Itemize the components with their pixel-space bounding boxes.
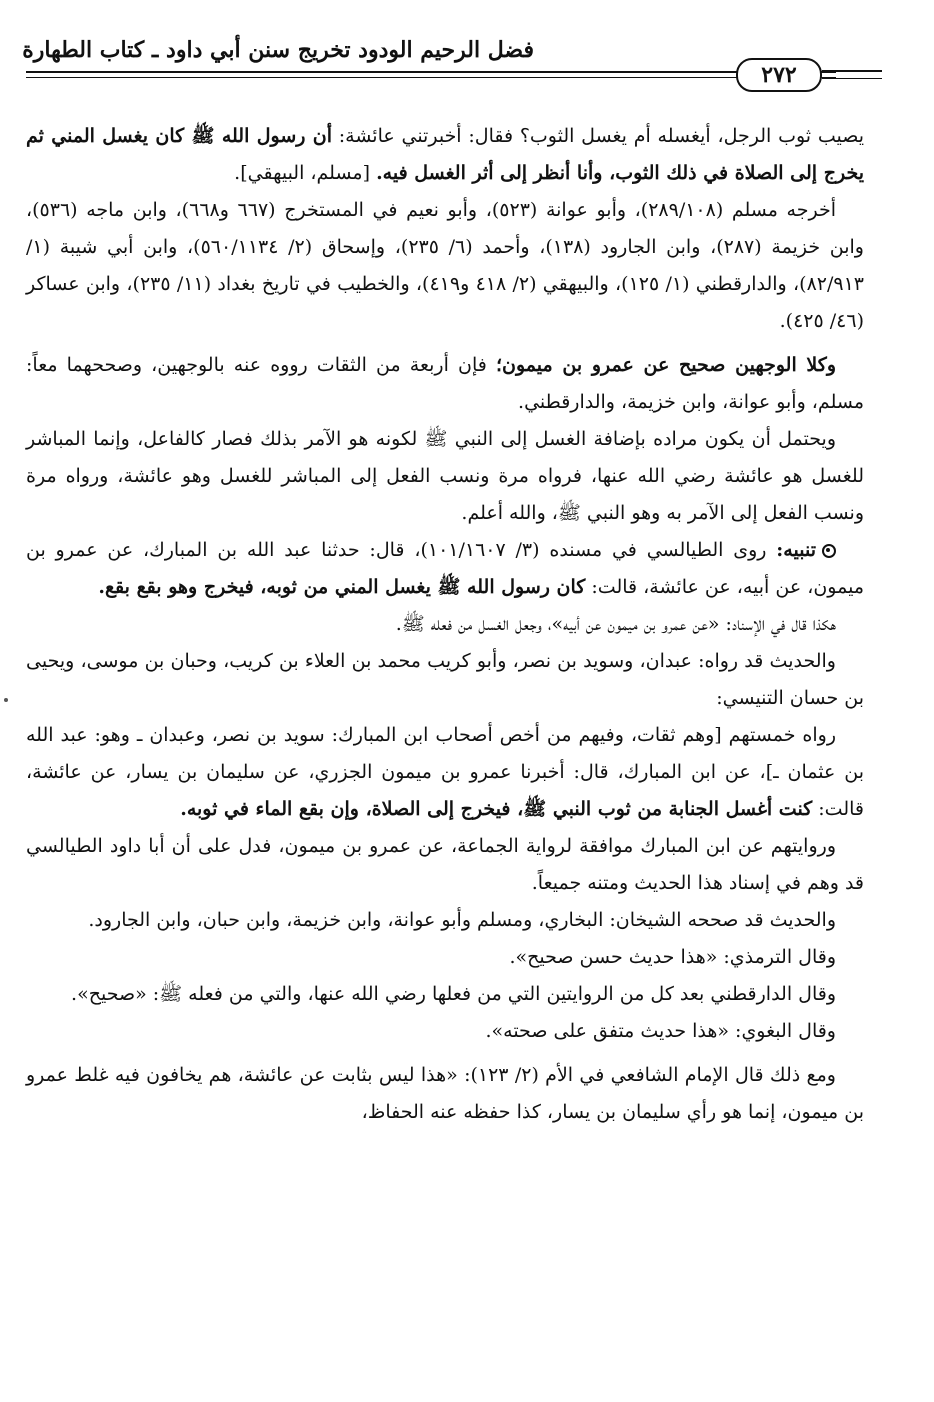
paragraph [26, 643, 864, 717]
paragraph [26, 421, 864, 532]
margin-mark [4, 698, 8, 702]
paragraph [26, 118, 864, 192]
text-segment: وقال الترمذي: «هذا حديث حسن صحيح». [509, 946, 836, 968]
text-segment: [مسلم، البيهقي]. [234, 162, 377, 184]
header-rule-top [26, 71, 836, 73]
paragraph [26, 1013, 864, 1050]
bold-text-segment: كنت أغسل الجنابة من ثوب النبي ﷺ، فيخرج إلى الصلاة، وإن بقع الماء في ثوبه. [180, 798, 813, 820]
paragraph [26, 976, 864, 1013]
paragraph [26, 1057, 864, 1131]
badge-rule-top [822, 70, 882, 72]
paragraph [26, 606, 864, 643]
text-segment: رواه خمستهم [وهم ثقات، وفيهم من أخص أصحاب ابن المبارك: سويد بن نصر، وعبدان ـ وهو: عبد الله بن عثمان ـ]، عن ابن المبارك، قال: أخبرنا عمرو بن ميمون الجزري، عن سليمان بن يسار، عن عائشة، قالت: [26, 724, 864, 820]
text-segment: والحديث قد رواه: عبدان، وسويد بن نصر، وأبو كريب محمد بن العلاء بن كريب، وحبان بن موسى، ويحيى بن حسان التنيسي: [26, 650, 864, 709]
bold-text-segment: كان رسول الله ﷺ يغسل المني من ثوبه، فيخرج وهو بقع بقع. [98, 576, 586, 598]
text-segment: أخرجه مسلم (٢٨٩/١٠٨)، وأبو عوانة (٥٢٣)، وأبو نعيم في المستخرج (٦٦٧ و٦٦٨)، وابن ماجه (٥٣٦)، وابن خزيمة (٢٨٧)، وابن الجارود (١٣٨)، وأحمد (٦/ ٢٣٥)، وإسحاق (٢/ ٥٦٠/١١٣٤)، وابن أبي شيبة (١/ ٨٢/٩١٣)، والدارقطني (١/ ١٢٥)، والبيهقي (٢/ ٤١٨ و٤١٩)، والخطيب في تاريخ بغداد (١١/ ٢٣٥)، وابن عساكر (٤٦/ ٤٢٥). [26, 199, 864, 332]
paragraph [26, 717, 864, 828]
paragraph [26, 902, 864, 939]
text-segment: وقال الدارقطني بعد كل من الروايتين التي من فعلها رضي الله عنها، والتي من فعله ﷺ: «صحيح». [71, 983, 836, 1005]
text-segment: ومع ذلك قال الإمام الشافعي في الأم (٢/ ١٢٣): «هذا ليس بثابت عن عائشة، هم يخافون فيه غلط عمرو بن ميمون، إنما هو رأي سليمان بن يسار، كذا حفظه عنه الحفاظ، [26, 1064, 864, 1123]
header-title: فضل الرحيم الودود تخريج سنن أبي داود ـ كتاب الطهارة [22, 37, 534, 63]
text-segment: وروايتهم عن ابن المبارك موافقة لرواية الجماعة، عن عمرو بن ميمون، فدل على أن أبا داود الطيالسي قد وهم في إسناد هذا الحديث ومتنه جميعاً. [26, 835, 864, 894]
text-segment: هكذا قال في الإسناد: «عن عمرو بن ميمون عن أبيه»، وجعل الغسل من فعله ﷺ. [395, 613, 836, 635]
text-segment: روى الطيالسي في مسنده (٣/ ١٠١/١٦٠٧)، قال: حدثنا عبد الله بن المبارك، عن عمرو بن ميمون، عن أبيه، عن عائشة، قالت: [26, 539, 864, 598]
bold-text-segment: تنبيه: [776, 539, 816, 561]
note-bullet-icon [822, 544, 836, 558]
paragraph [26, 347, 864, 421]
paragraph [26, 939, 864, 976]
badge-rule-bottom [822, 78, 882, 79]
paragraph [26, 532, 864, 606]
header-rule-bottom [26, 77, 836, 78]
page-number-badge: ٢٧٢ [736, 58, 822, 92]
body-text [26, 118, 864, 1131]
text-segment: وقال البغوي: «هذا حديث متفق على صحته». [485, 1020, 836, 1042]
text-segment: فإن أربعة من الثقات رووه عنه بالوجهين، وصححهما معاً: مسلم، وأبو عوانة، وابن خزيمة، والدارقطني. [26, 354, 864, 413]
bold-text-segment: أن رسول الله ﷺ كان يغسل المني ثم يخرج إلى الصلاة في ذلك الثوب، وأنا أنظر إلى أثر الغسل فيه. [26, 125, 864, 184]
paragraph [26, 192, 864, 340]
paragraph [26, 828, 864, 902]
text-segment: ويحتمل أن يكون مراده بإضافة الغسل إلى النبي ﷺ لكونه هو الآمر بذلك فصار كالفاعل، وإنما المباشر للغسل هو عائشة رضي الله عنها، فرواه مرة ونسب الفعل إلى المباشر للغسل وهو عائشة، ورواه مرة ونسب الفعل إلى الآمر به وهو النبي ﷺ، والله أعلم. [26, 428, 864, 524]
bold-text-segment: وكلا الوجهين صحيح عن عمرو بن ميمون؛ [495, 354, 836, 376]
text-segment: والحديث قد صححه الشيخان: البخاري، ومسلم وأبو عوانة، وابن خزيمة، وابن حبان، وابن الجارود. [88, 909, 836, 931]
text-segment: يصيب ثوب الرجل، أيغسله أم يغسل الثوب؟ فقال: أخبرتني عائشة: [332, 125, 864, 147]
